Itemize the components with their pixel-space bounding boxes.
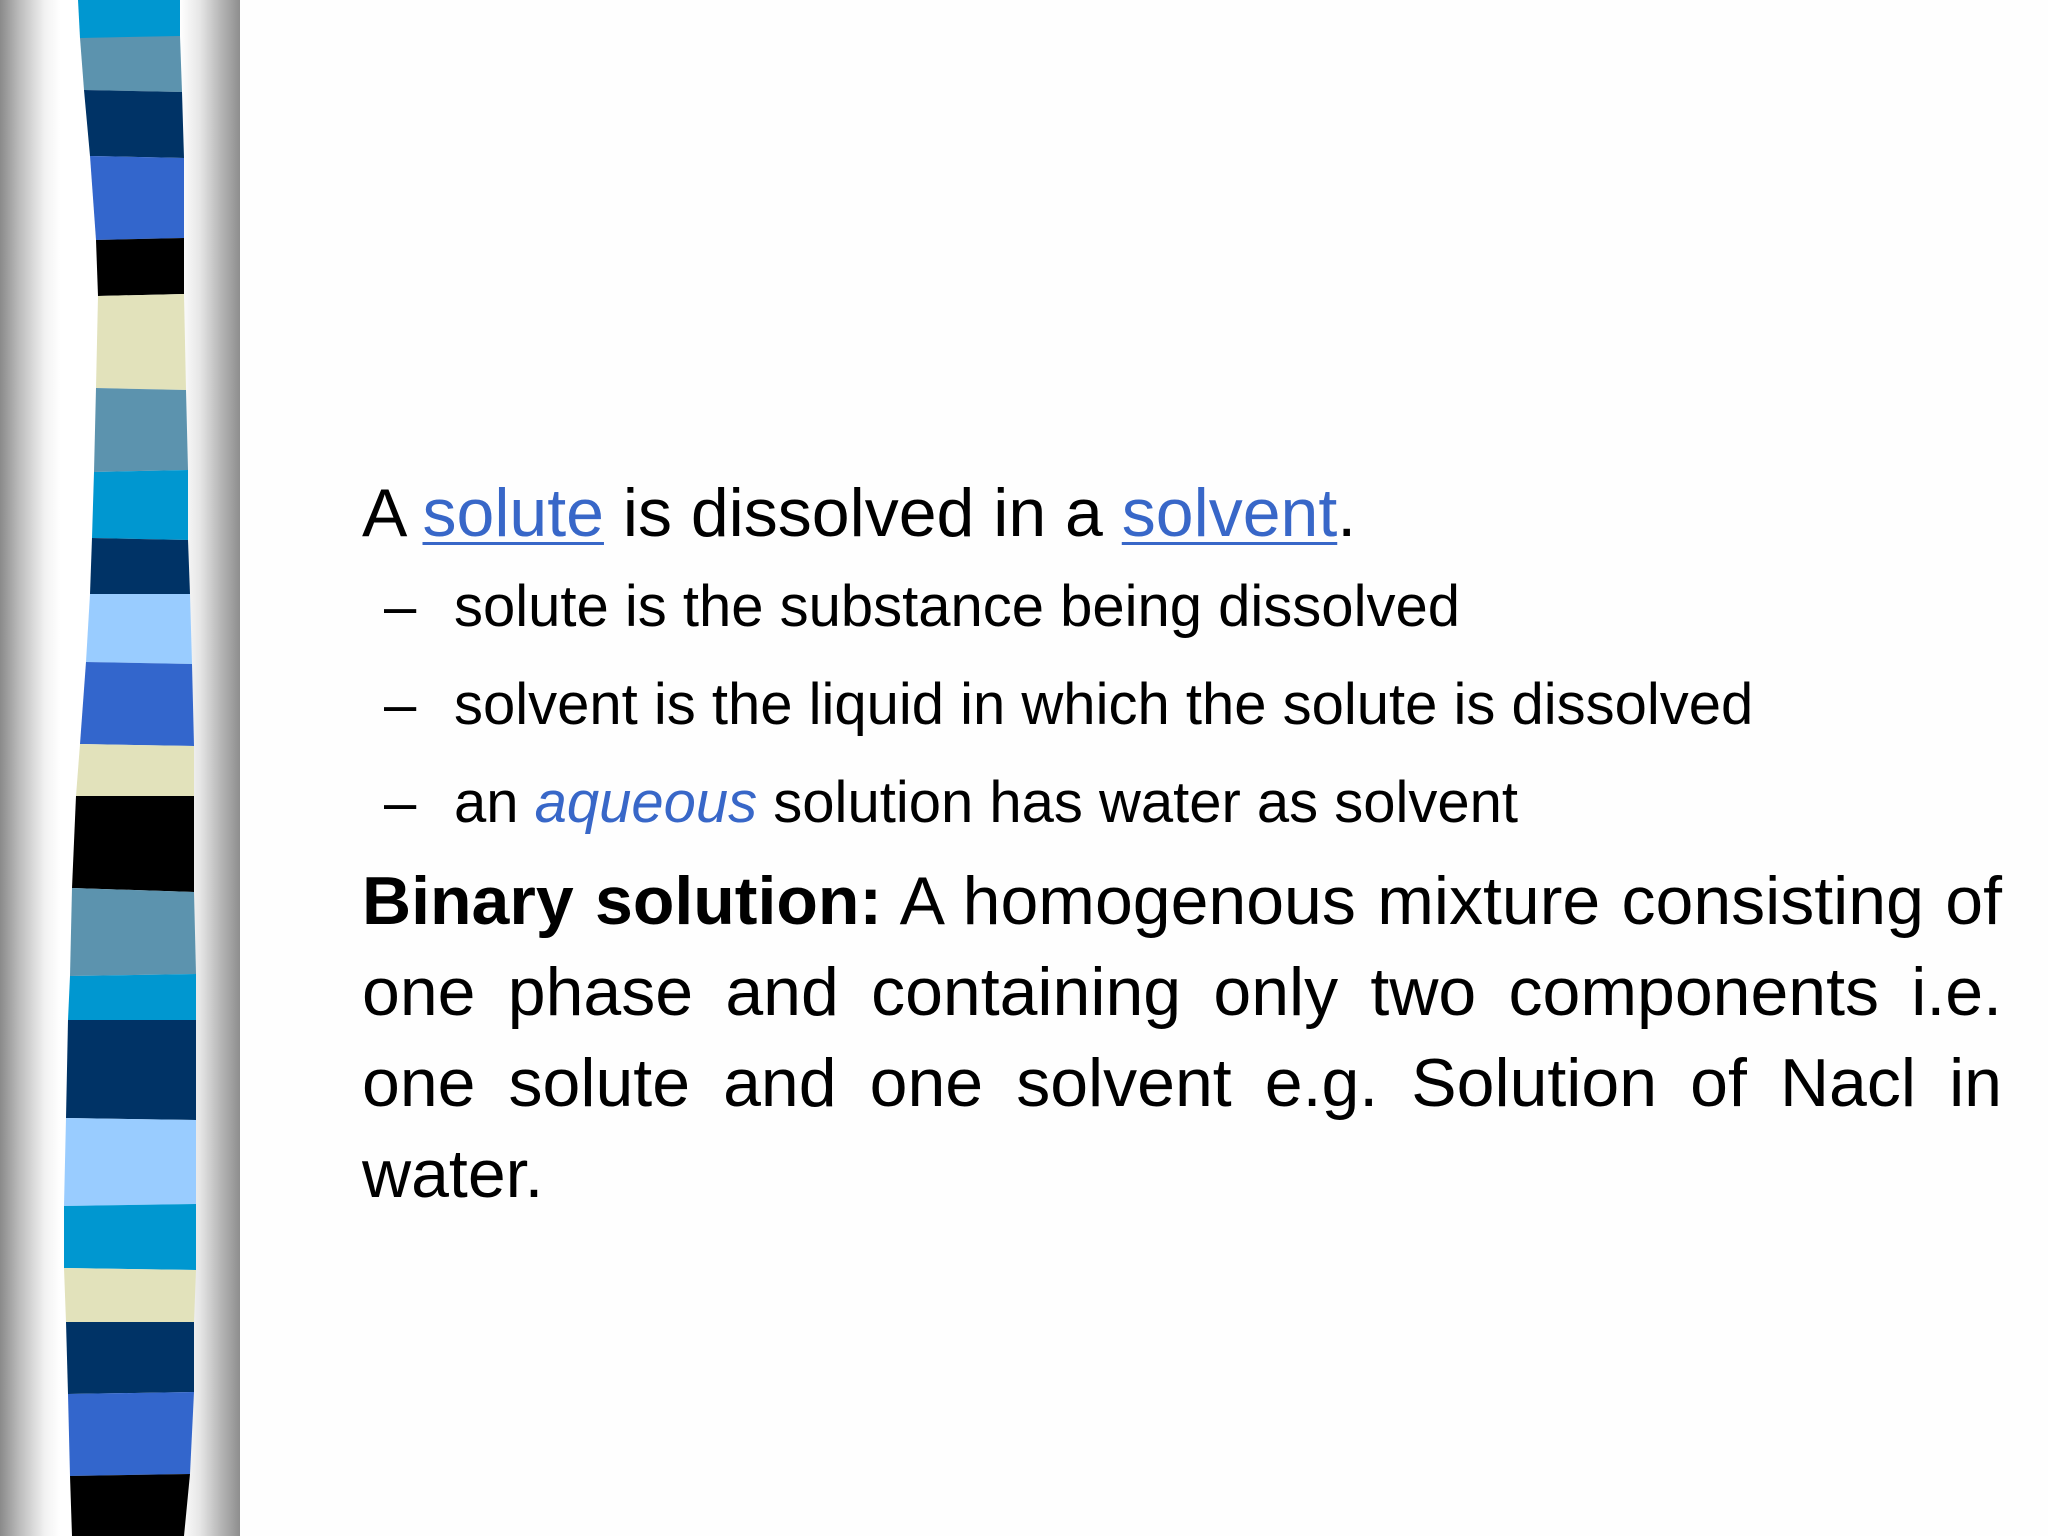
headline-suffix: . [1337,475,1357,551]
sub-point-list [362,558,2002,852]
sub-point-aqueous [362,754,2002,852]
stripe-block [96,238,184,296]
stripe-block [96,294,186,390]
stripe-block [70,1474,190,1536]
dash-bullet: – [384,770,417,835]
solvent-link[interactable]: solvent [1121,475,1338,551]
stripe-block [84,90,184,158]
stripe-block [80,36,182,92]
dash-bullet: – [384,574,417,639]
decorative-stripe-column [0,0,240,1536]
sub-point-text-suffix: solution has water as solvent [757,770,1519,835]
aqueous-term: aqueous [534,770,758,835]
stripe-block [70,888,196,976]
sub-point-solvent [362,656,2002,754]
dash-bullet: – [384,672,417,737]
stripe-block [66,1322,194,1394]
stripe-block [64,1204,196,1270]
stripe-block [78,0,180,38]
headline-prefix: A [362,475,423,551]
headline [362,468,2002,558]
stripe-block [76,744,194,796]
stripe-block [86,594,192,664]
stripe-block [68,974,196,1020]
stripe-block [90,156,184,240]
stripe-block [68,1392,194,1476]
sub-point-solute [362,558,2002,656]
sub-point-text: solvent is the liquid in which the solute is dissolved [454,672,1754,737]
stripe-block [92,470,188,540]
binary-solution-label: Binary solution: [362,863,883,939]
stripe-block [94,388,188,472]
stripe-block [66,1020,196,1120]
stripe-block [64,1118,196,1206]
stripe-block [80,662,194,746]
stripe-block [64,1268,196,1322]
slide-content [362,468,2002,1220]
binary-solution-paragraph [362,856,2002,1220]
stripe-block [72,796,194,892]
sub-point-text: solute is the substance being dissolved [454,574,1460,639]
binary-solution-text: A homogenous mixture consisting of one phase and containing only two components i.e. one solute and one solvent e.g. Solution of Nacl in water. [362,863,2002,1212]
solute-link[interactable]: solute [422,475,604,551]
headline-middle: is dissolved in a [603,475,1122,551]
stripe-block [90,538,190,594]
sub-point-text-prefix: an [454,770,535,835]
